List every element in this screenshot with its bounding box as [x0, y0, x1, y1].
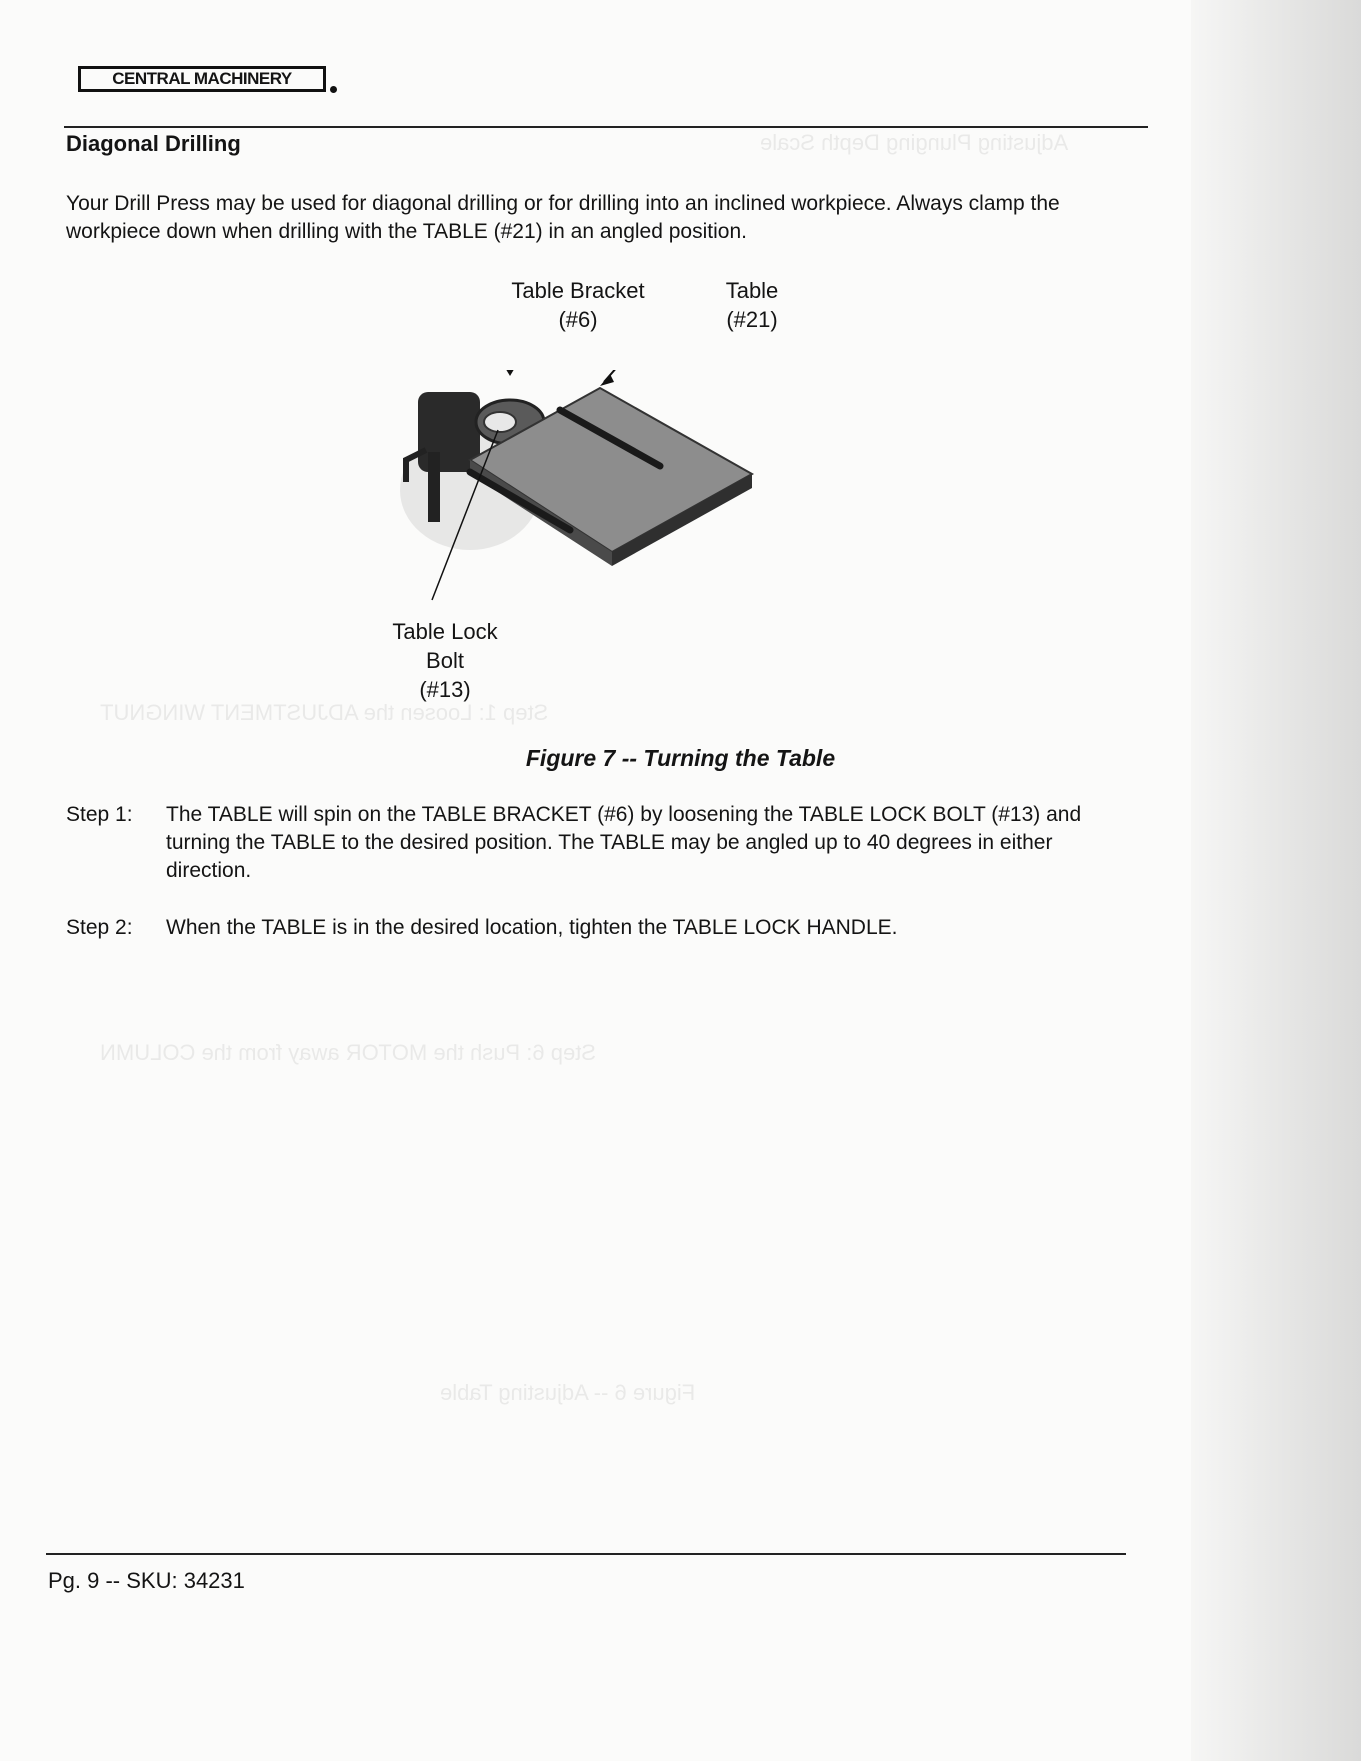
step-text: The TABLE will spin on the TABLE BRACKET (#6) by loosening the TABLE LOCK BOLT (#13) and turning the TABLE to the desired position. The TABLE may be angled up to 40 degrees in either direction.	[166, 803, 1082, 882]
callout-table-lock-bolt	[385, 617, 505, 704]
brand-name: CENTRAL MACHINERY	[112, 69, 292, 88]
arrow-head	[600, 374, 614, 386]
callout-number: (#6)	[558, 307, 598, 332]
callout-label: Table Lock	[392, 619, 498, 644]
step-text: When the TABLE is in the desired location, tighten the TABLE LOCK HANDLE.	[166, 916, 898, 939]
callout-label: Table	[725, 278, 779, 303]
intro-paragraph: Your Drill Press may be used for diagonal drilling or for drilling into an inclined workpiece. Always clamp the workpiece down when drilling with the TABLE (#21) in an angled position.	[66, 192, 1060, 243]
bleed-through: Step 6: Push the MOTOR away from the COLUMN	[100, 1040, 596, 1065]
page-edge-shadow	[1191, 0, 1361, 1761]
figure-caption: Figure 7 -- Turning the Table	[525, 745, 836, 771]
table-diagram	[360, 370, 820, 640]
step-label: Step 1:	[66, 803, 133, 826]
column-post	[428, 452, 440, 522]
callout-number: (#21)	[726, 307, 778, 332]
brand-logo	[78, 66, 326, 92]
footer-rule	[46, 1553, 1126, 1555]
callout-label: Bolt	[426, 648, 464, 673]
callout-label: Table Bracket	[511, 278, 645, 303]
page-footer: Pg. 9 -- SKU: 34231	[48, 1568, 245, 1593]
step-label: Step 2:	[66, 916, 133, 939]
step-item	[66, 914, 1136, 942]
callout-table-bracket	[488, 276, 668, 334]
section-title: Diagonal Drilling	[66, 131, 241, 156]
callout-number: (#13)	[419, 677, 471, 702]
bleed-through: Adjusting Plunging Depth Scale	[760, 130, 1069, 155]
bleed-through: Figure 6 -- Adjusting Table	[440, 1380, 696, 1405]
center-hole	[484, 412, 516, 432]
arrow-head	[504, 370, 516, 376]
callout-table	[712, 276, 792, 334]
step-item	[66, 801, 1136, 885]
header-rule	[64, 126, 1148, 128]
bleed-through: Step 1: Loosen the ADJUSTMENT WINGNUT	[100, 700, 549, 725]
registered-mark	[330, 86, 337, 93]
